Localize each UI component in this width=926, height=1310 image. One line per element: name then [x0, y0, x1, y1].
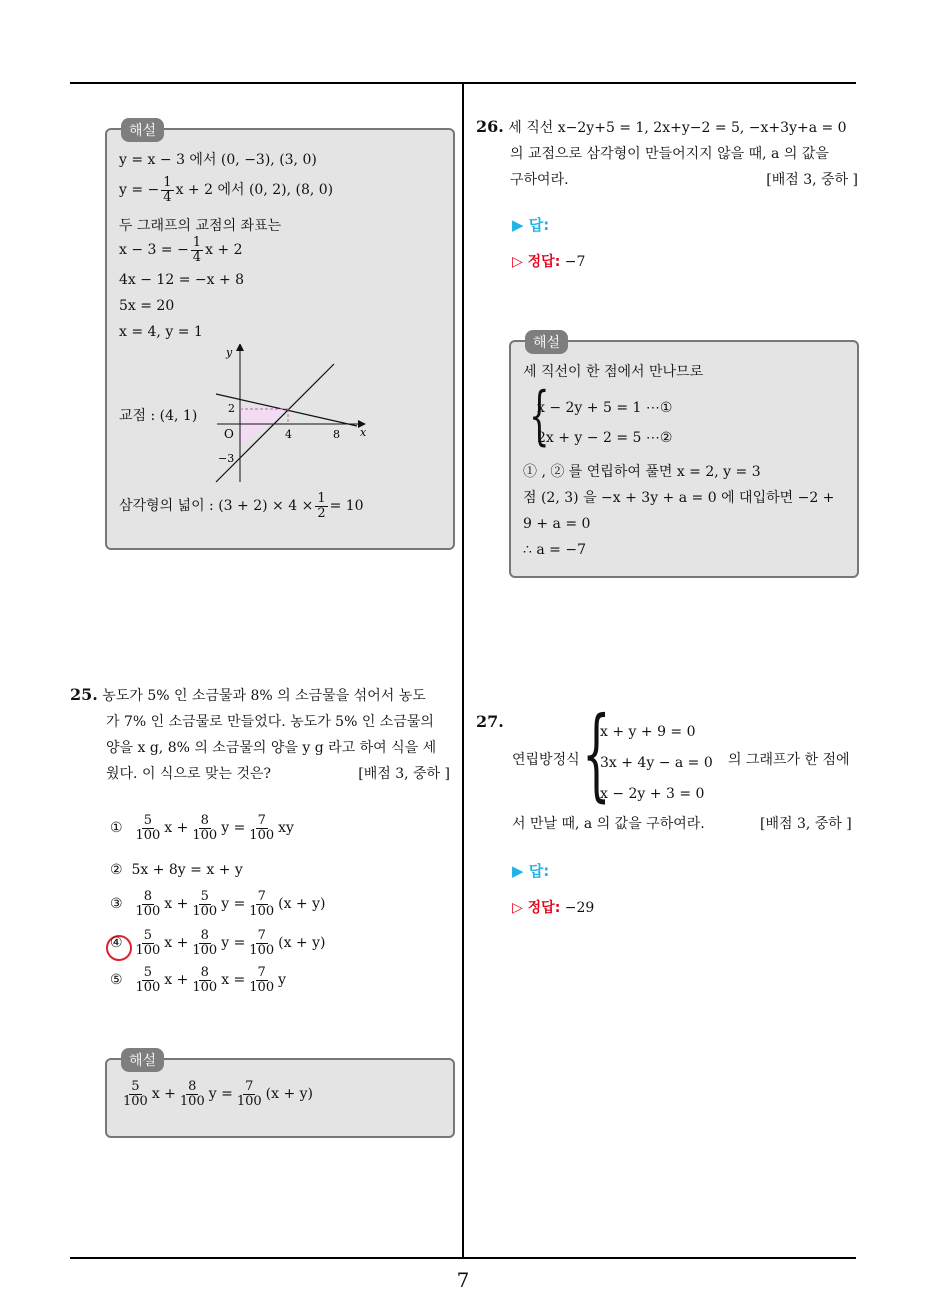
numerator: 8 [143, 889, 153, 904]
option-2[interactable] [110, 862, 243, 879]
option-mark: ① [110, 820, 123, 837]
text: 삼각형의 넓이 : (3 + 2) × 4 × [119, 498, 314, 515]
fraction [190, 890, 219, 918]
text: xy [278, 820, 294, 837]
q26-solution-box [509, 335, 859, 578]
text: = 10 [329, 498, 364, 515]
question-text: 의 교점으로 삼각형이 만들어지지 않을 때, a 의 값을 [510, 146, 829, 162]
option-1[interactable] [110, 814, 294, 842]
option-4[interactable] [110, 929, 325, 957]
q27-eq-3: x − 2y + 3 = 0 [600, 786, 705, 802]
tick-label-4: 4 [285, 428, 292, 441]
solution-line-1: y = x − 3 에서 (0, −3), (3, 0) [119, 152, 317, 168]
solution-line-4: 9 + a = 0 [523, 516, 591, 532]
numerator: 1 [192, 235, 202, 250]
correct-value: −7 [564, 254, 586, 270]
option-mark: ④ [110, 935, 123, 952]
solution-line-3: 두 그래프의 교점의 좌표는 [119, 218, 282, 234]
numerator: 7 [257, 928, 266, 943]
fraction [191, 236, 203, 264]
solution-line-5: 4x − 12 = −x + 8 [119, 272, 245, 288]
denominator: 100 [192, 903, 218, 919]
page-number: 7 [456, 1268, 470, 1292]
numerator: 8 [188, 1079, 197, 1094]
solution-tag: 해설 [525, 330, 568, 354]
line-y-quarter [216, 394, 357, 426]
numerator: 1 [317, 491, 326, 506]
text: x + 2 에서 (0, 2), (8, 0) [175, 182, 334, 199]
fraction [247, 966, 276, 994]
tick-label-8: 8 [333, 428, 340, 441]
question-text: 양을 x g, 8% 의 소금물의 양을 y g 라고 하여 식을 세 [106, 740, 437, 756]
tick-label-neg3: −3 [218, 452, 235, 465]
numerator: 7 [257, 965, 266, 980]
solution-line-3: 점 (2, 3) 을 −x + 3y + a = 0 에 대입하면 −2 + [523, 490, 835, 506]
numerator: 7 [257, 813, 266, 828]
q27-eq-2: 3x + 4y − a = 0 [600, 755, 713, 771]
system-eq-2: 2x + y − 2 = 5 ⋯② [537, 430, 673, 446]
numerator: 8 [200, 965, 209, 980]
text: x − 3 = − [119, 242, 189, 259]
q27-eq-1: x + y + 9 = 0 [600, 724, 696, 740]
denominator: 100 [135, 942, 161, 958]
intersection-label: 교점 : (4, 1) [119, 408, 198, 424]
numerator: 5 [143, 813, 153, 828]
option-mark: ⑤ [110, 972, 123, 989]
q27-text-2: 서 만날 때, a 의 값을 구하여라. [512, 816, 705, 832]
denominator: 100 [249, 827, 275, 843]
fraction [121, 1080, 150, 1108]
fraction [178, 1080, 207, 1108]
text: y = − [119, 182, 160, 199]
q26-correct-answer [512, 254, 585, 271]
q27-answer-label: ▶ 답: [512, 862, 550, 880]
text: (x + y) [278, 896, 326, 913]
text: 5x + 8y = x + y [131, 862, 243, 878]
denominator: 100 [192, 827, 218, 843]
fraction [133, 890, 162, 918]
numerator: 8 [200, 813, 209, 828]
x-axis-label: x [360, 426, 367, 439]
y-axis-label: y [226, 346, 233, 359]
points-label: [배점 3, 중하 ] [760, 816, 852, 832]
text: x + [164, 820, 189, 837]
text: x + [164, 896, 189, 913]
numerator: 5 [131, 1079, 140, 1094]
q27-correct-answer [512, 900, 594, 917]
option-mark: ② [110, 862, 123, 878]
question-text: 농도가 5% 인 소금물과 8% 의 소금물을 섞어서 농도 [102, 688, 426, 704]
text: x + [151, 1086, 176, 1103]
numerator: 5 [143, 928, 153, 943]
text: x + 2 [205, 242, 243, 259]
denominator: 100 [249, 903, 275, 919]
numerator: 5 [143, 965, 153, 980]
fraction [190, 929, 219, 957]
fraction [133, 966, 162, 994]
text: y = [221, 935, 246, 952]
numerator: 8 [200, 928, 209, 943]
q27-number: 27. [476, 712, 504, 731]
numerator: 1 [163, 175, 172, 190]
tick-label-2: 2 [228, 402, 235, 415]
solution-line-4 [119, 236, 243, 264]
solution-line-1: 세 직선이 한 점에서 만나므로 [523, 364, 704, 380]
option-mark: ③ [110, 896, 123, 913]
fraction [235, 1080, 264, 1108]
correct-label: ▷ 정답: [512, 900, 561, 916]
q27-label: 연립방정식 [512, 752, 580, 768]
question-text: 세 직선 x−2y+5 = 1, 2x+y−2 = 5, −x+3y+a = 0 [508, 120, 847, 136]
q24-solution-box [105, 123, 455, 550]
system-eq-1: x − 2y + 5 = 1 ⋯① [537, 400, 673, 416]
text: y = [221, 820, 246, 837]
bottom-rule [70, 1257, 856, 1259]
denominator: 100 [192, 979, 218, 995]
q25-solution-box [105, 1053, 455, 1138]
q26-question [476, 114, 860, 193]
triangle-area-line [119, 492, 364, 520]
fraction [315, 492, 327, 520]
denominator: 100 [192, 942, 218, 958]
solution-tag: 해설 [121, 1048, 164, 1072]
denominator: 4 [163, 189, 172, 205]
fraction [247, 814, 276, 842]
solution-line-2: ① , ② 를 연립하여 풀면 x = 2, y = 3 [523, 464, 761, 480]
denominator: 2 [317, 505, 326, 521]
fraction [247, 890, 276, 918]
denominator: 100 [179, 1093, 205, 1109]
question-text: 구하여라. [510, 172, 569, 188]
question-text: 가 7% 인 소금물로 만들었다. 농도가 5% 인 소금물의 [106, 714, 434, 730]
denominator: 100 [249, 979, 275, 995]
solution-line-5: ∴ a = −7 [523, 542, 586, 558]
fraction [161, 176, 173, 204]
correct-label: ▷ 정답: [512, 254, 561, 270]
text: y = [221, 896, 246, 913]
column-divider [462, 84, 464, 1258]
text: y = [208, 1086, 233, 1103]
solution-line-7: x = 4, y = 1 [119, 324, 203, 340]
text: y [278, 972, 287, 989]
numerator: 5 [200, 889, 209, 904]
option-5[interactable] [110, 966, 286, 994]
solution-tag: 해설 [121, 118, 164, 142]
fraction [190, 966, 219, 994]
system-brace: { [529, 379, 550, 453]
text: x + [164, 935, 189, 952]
coordinate-graph [212, 344, 372, 484]
points-label: [배점 3, 중하 ] [358, 766, 450, 782]
triangle-region [240, 409, 288, 446]
solution-line-2 [119, 176, 333, 204]
text: x = [221, 972, 246, 989]
numerator: 7 [257, 889, 266, 904]
fraction [190, 814, 219, 842]
points-label: [배점 3, 중하 ] [766, 172, 858, 188]
denominator: 100 [135, 979, 161, 995]
text: (x + y) [265, 1086, 314, 1103]
correct-value: −29 [564, 900, 595, 916]
denominator: 100 [236, 1093, 262, 1109]
fraction [133, 929, 162, 957]
denominator: 100 [135, 903, 161, 919]
denominator: 100 [135, 827, 161, 843]
fraction [133, 814, 162, 842]
q26-answer-label: ▶ 답: [512, 216, 550, 234]
question-text: 웠다. 이 식으로 맞는 것은? [106, 766, 271, 782]
q25-question [70, 682, 456, 787]
solution-equation [119, 1080, 313, 1108]
text: (x + y) [278, 935, 326, 952]
solution-line-6: 5x = 20 [119, 298, 175, 314]
text: x + [164, 972, 189, 989]
numerator: 7 [245, 1079, 254, 1094]
question-number: 26. [476, 117, 504, 136]
denominator: 100 [123, 1093, 148, 1109]
fraction [247, 929, 276, 957]
q27-tail: 의 그래프가 한 점에 [728, 752, 850, 768]
system-brace: { [582, 695, 611, 812]
origin-label: O [224, 427, 234, 441]
denominator: 4 [192, 249, 202, 265]
option-3[interactable] [110, 890, 325, 918]
denominator: 100 [249, 942, 275, 958]
question-number: 25. [70, 685, 98, 704]
